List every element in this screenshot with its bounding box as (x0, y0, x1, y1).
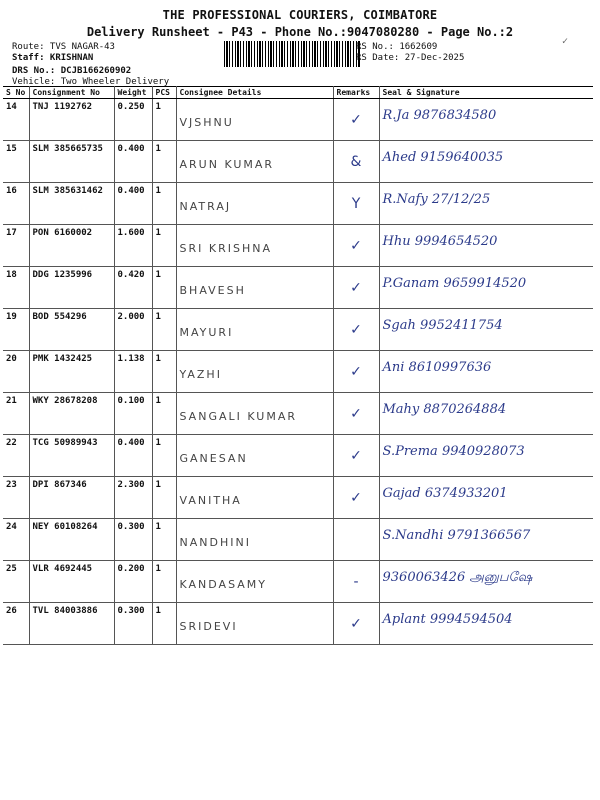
cell-sno-text: 15 (6, 144, 17, 154)
cell-consignment-no-text: DDG 1235996 (32, 270, 93, 280)
cell-weight-text: 2.000 (117, 312, 145, 322)
cell-remark-text: ✓ (350, 322, 362, 338)
cell-pcs (152, 309, 176, 351)
cell-signature-text: Aplant 9994594504 (382, 612, 513, 627)
cell-pcs-text: 1 (155, 354, 161, 364)
cell-weight (114, 267, 152, 309)
cell-signature-text: Mahy 8870264884 (382, 402, 507, 417)
cell-remark (333, 477, 379, 519)
cell-sno (3, 561, 29, 603)
cell-consignee-text: SRIDEVI (179, 620, 238, 633)
cell-signature (379, 267, 593, 309)
cell-signature-text: R.Nafy 27/12/25 (382, 192, 491, 207)
cell-signature (379, 393, 593, 435)
cell-weight-text: 0.300 (117, 606, 145, 616)
cell-remark (333, 603, 379, 645)
cell-remark-text: ✓ (350, 406, 362, 422)
cell-weight (114, 141, 152, 183)
cell-sno-text: 19 (6, 312, 17, 322)
cell-pcs (152, 477, 176, 519)
cell-sno-text: 16 (6, 186, 17, 196)
cell-consignment-no (29, 603, 114, 645)
cell-pcs-text: 1 (155, 438, 161, 448)
cell-sno (3, 141, 29, 183)
cell-signature-text: Hhu 9994654520 (382, 234, 498, 249)
cell-sno-text: 14 (6, 102, 17, 112)
cell-sno-text: 23 (6, 480, 17, 490)
staff: Staff: KRISHNAN (12, 53, 94, 63)
table-row (3, 99, 593, 141)
cell-sno (3, 183, 29, 225)
cell-signature (379, 99, 593, 141)
corner-mark: ✓ (562, 36, 569, 47)
cell-remark (333, 561, 379, 603)
cell-signature-text: Gajad 6374933201 (382, 486, 508, 501)
cell-weight-text: 0.200 (117, 564, 145, 574)
cell-sno (3, 351, 29, 393)
cell-pcs-text: 1 (155, 228, 161, 238)
cell-signature-text: S.Prema 9940928073 (382, 444, 525, 459)
cell-consignment-no (29, 351, 114, 393)
cell-pcs (152, 267, 176, 309)
cell-pcs (152, 183, 176, 225)
col-remarks: Remarks (333, 87, 379, 99)
vehicle: Vehicle: Two Wheeler Delivery (12, 77, 170, 87)
cell-consignment-no-text: NEY 60108264 (32, 522, 98, 532)
cell-consignment-no (29, 561, 114, 603)
cell-consignee (176, 519, 333, 561)
cell-remark (333, 519, 379, 561)
company-title: THE PROFESSIONAL COURIERS, COIMBATORE (162, 8, 438, 22)
cell-consignment-no (29, 141, 114, 183)
cell-sno (3, 477, 29, 519)
cell-consignee-text: BHAVESH (179, 284, 246, 297)
table-row (3, 477, 593, 519)
cell-consignee-text: SRI KRISHNA (179, 242, 272, 255)
cell-remark (333, 99, 379, 141)
cell-consignment-no-text: SLM 385665735 (32, 144, 103, 154)
cell-signature (379, 183, 593, 225)
cell-remark-text: ✓ (350, 280, 362, 296)
cell-consignee (176, 393, 333, 435)
table-row (3, 603, 593, 645)
cell-signature-text: P.Ganam 9659914520 (382, 276, 527, 291)
cell-consignment-no-text: PMK 1432425 (32, 354, 93, 364)
cell-consignment-no (29, 393, 114, 435)
cell-weight-text: 0.100 (117, 396, 145, 406)
cell-consignee (176, 435, 333, 477)
cell-consignee (176, 141, 333, 183)
cell-pcs-text: 1 (155, 564, 161, 574)
cell-weight-text: 0.400 (117, 144, 145, 154)
cell-weight (114, 519, 152, 561)
table-row (3, 351, 593, 393)
cell-sno-text: 17 (6, 228, 17, 238)
cell-consignment-no (29, 99, 114, 141)
rs-number: RS No.: 1662609 (356, 42, 438, 52)
table-row (3, 309, 593, 351)
cell-consignee (176, 225, 333, 267)
cell-consignment-no-text: SLM 385631462 (32, 186, 103, 196)
cell-signature (379, 309, 593, 351)
cell-consignment-no (29, 267, 114, 309)
cell-sno-text: 18 (6, 270, 17, 280)
cell-remark (333, 351, 379, 393)
cell-weight (114, 309, 152, 351)
cell-consignment-no-text: DPI 867346 (32, 480, 87, 490)
cell-consignee-text: MAYURI (179, 326, 234, 339)
cell-signature (379, 141, 593, 183)
cell-consignee-text: NATRAJ (179, 200, 232, 213)
cell-pcs (152, 435, 176, 477)
cell-weight (114, 351, 152, 393)
cell-pcs-text: 1 (155, 396, 161, 406)
table-row (3, 435, 593, 477)
cell-weight-text: 0.400 (117, 186, 145, 196)
cell-sno (3, 393, 29, 435)
cell-consignee (176, 183, 333, 225)
cell-remark-text: ✓ (350, 448, 362, 464)
cell-consignment-no (29, 477, 114, 519)
cell-consignment-no (29, 183, 114, 225)
cell-remark (333, 183, 379, 225)
cell-remark-text: ✓ (350, 238, 362, 254)
cell-weight-text: 0.400 (117, 438, 145, 448)
cell-weight-text: 0.420 (117, 270, 145, 280)
cell-sno-text: 25 (6, 564, 17, 574)
table-row (3, 183, 593, 225)
meta-block (8, 39, 592, 91)
cell-pcs-text: 1 (155, 186, 161, 196)
cell-weight-text: 1.600 (117, 228, 145, 238)
col-signature: Seal & Signature (379, 87, 593, 99)
cell-weight (114, 393, 152, 435)
cell-weight (114, 99, 152, 141)
cell-consignment-no-text: TNJ 1192762 (32, 102, 93, 112)
runsheet-title: Delivery Runsheet - P43 - Phone No.:9047080280 - Page No.:2 (86, 25, 514, 39)
table-header-row (3, 87, 593, 99)
cell-consignee (176, 477, 333, 519)
runsheet-page (8, 6, 592, 91)
cell-weight (114, 435, 152, 477)
table-row (3, 519, 593, 561)
cell-sno-text: 24 (6, 522, 17, 532)
cell-consignee-text: NANDHINI (179, 536, 251, 549)
cell-consignment-no-text: TVL 84003886 (32, 606, 98, 616)
cell-consignee-text: KANDASAMY (179, 578, 267, 591)
cell-weight (114, 603, 152, 645)
cell-remark (333, 393, 379, 435)
cell-consignee (176, 351, 333, 393)
cell-signature (379, 603, 593, 645)
cell-consignment-no-text: WKY 28678208 (32, 396, 98, 406)
table-row (3, 561, 593, 603)
cell-signature (379, 225, 593, 267)
cell-signature-text: S.Nandhi 9791366567 (382, 528, 531, 543)
table-row (3, 267, 593, 309)
cell-signature-text: Sgah 9952411754 (382, 318, 503, 333)
cell-remark (333, 141, 379, 183)
cell-consignee (176, 603, 333, 645)
cell-weight (114, 183, 152, 225)
cell-consignment-no-text: BOD 554296 (32, 312, 87, 322)
cell-weight-text: 2.300 (117, 480, 145, 490)
cell-consignee-text: VJSHNU (179, 116, 234, 129)
cell-sno (3, 435, 29, 477)
cell-remark-text: ✓ (350, 616, 362, 632)
col-consignee: Consignee Details (176, 87, 333, 99)
cell-sno (3, 603, 29, 645)
cell-sno (3, 99, 29, 141)
col-sno: S No (3, 87, 29, 99)
cell-consignee (176, 267, 333, 309)
cell-weight-text: 0.250 (117, 102, 145, 112)
cell-pcs (152, 141, 176, 183)
cell-sno-text: 22 (6, 438, 17, 448)
cell-remark-text: ✓ (350, 490, 362, 506)
cell-weight-text: 1.138 (117, 354, 145, 364)
cell-consignment-no (29, 435, 114, 477)
cell-pcs (152, 603, 176, 645)
cell-remark-text: & (350, 154, 362, 170)
col-weight: Weight (114, 87, 152, 99)
cell-pcs-text: 1 (155, 102, 161, 112)
cell-pcs (152, 99, 176, 141)
cell-remark-text: - (353, 574, 359, 590)
cell-signature-text: Ani 8610997636 (382, 360, 492, 375)
cell-remark-text: Y (351, 196, 361, 212)
cell-consignee (176, 309, 333, 351)
cell-pcs-text: 1 (155, 312, 161, 322)
cell-consignee (176, 99, 333, 141)
cell-sno (3, 309, 29, 351)
cell-pcs-text: 1 (155, 144, 161, 154)
cell-pcs (152, 393, 176, 435)
cell-consignee-text: YAZHI (179, 368, 222, 381)
cell-consignment-no (29, 225, 114, 267)
cell-weight (114, 561, 152, 603)
cell-signature-text: R.Ja 9876834580 (382, 108, 497, 123)
cell-pcs (152, 519, 176, 561)
cell-pcs-text: 1 (155, 270, 161, 280)
cell-signature (379, 351, 593, 393)
cell-signature (379, 435, 593, 477)
col-consignment: Consignment No (29, 87, 114, 99)
cell-remark (333, 309, 379, 351)
cell-consignee-text: SANGALI KUMAR (179, 410, 297, 423)
col-pcs: PCS (152, 87, 176, 99)
barcode (224, 41, 360, 67)
cell-pcs-text: 1 (155, 480, 161, 490)
cell-signature (379, 561, 593, 603)
cell-consignment-no (29, 309, 114, 351)
cell-consignee-text: ARUN KUMAR (179, 158, 275, 171)
route: Route: TVS NAGAR-43 (12, 42, 115, 52)
cell-consignment-no-text: TCG 50989943 (32, 438, 98, 448)
cell-sno (3, 225, 29, 267)
cell-pcs (152, 561, 176, 603)
cell-pcs-text: 1 (155, 522, 161, 532)
cell-consignee (176, 561, 333, 603)
cell-consignment-no (29, 519, 114, 561)
cell-consignment-no-text: PON 6160002 (32, 228, 93, 238)
cell-pcs (152, 225, 176, 267)
cell-signature-text: 9360063426 அனுபஷே (382, 570, 533, 585)
cell-sno-text: 21 (6, 396, 17, 406)
table-row (3, 393, 593, 435)
cell-pcs (152, 351, 176, 393)
cell-signature-text: Ahed 9159640035 (382, 150, 504, 165)
cell-weight (114, 225, 152, 267)
cell-remark-text: ✓ (350, 364, 362, 380)
rs-date: RS Date: 27-Dec-2025 (356, 53, 465, 63)
cell-consignment-no-text: VLR 4692445 (32, 564, 93, 574)
cell-sno (3, 267, 29, 309)
table-row (3, 141, 593, 183)
cell-sno-text: 20 (6, 354, 17, 364)
cell-consignee-text: VANITHA (179, 494, 242, 507)
cell-weight (114, 477, 152, 519)
cell-sno-text: 26 (6, 606, 17, 616)
cell-remark-text: ✓ (350, 112, 362, 128)
cell-remark (333, 267, 379, 309)
cell-consignee-text: GANESAN (179, 452, 248, 465)
cell-remark (333, 225, 379, 267)
cell-signature (379, 519, 593, 561)
cell-pcs-text: 1 (155, 606, 161, 616)
cell-weight-text: 0.300 (117, 522, 145, 532)
drs-number: DRS No.: DCJB166260902 (12, 66, 132, 76)
table-row (3, 225, 593, 267)
runsheet-table (3, 86, 593, 645)
cell-sno (3, 519, 29, 561)
cell-remark (333, 435, 379, 477)
cell-signature (379, 477, 593, 519)
